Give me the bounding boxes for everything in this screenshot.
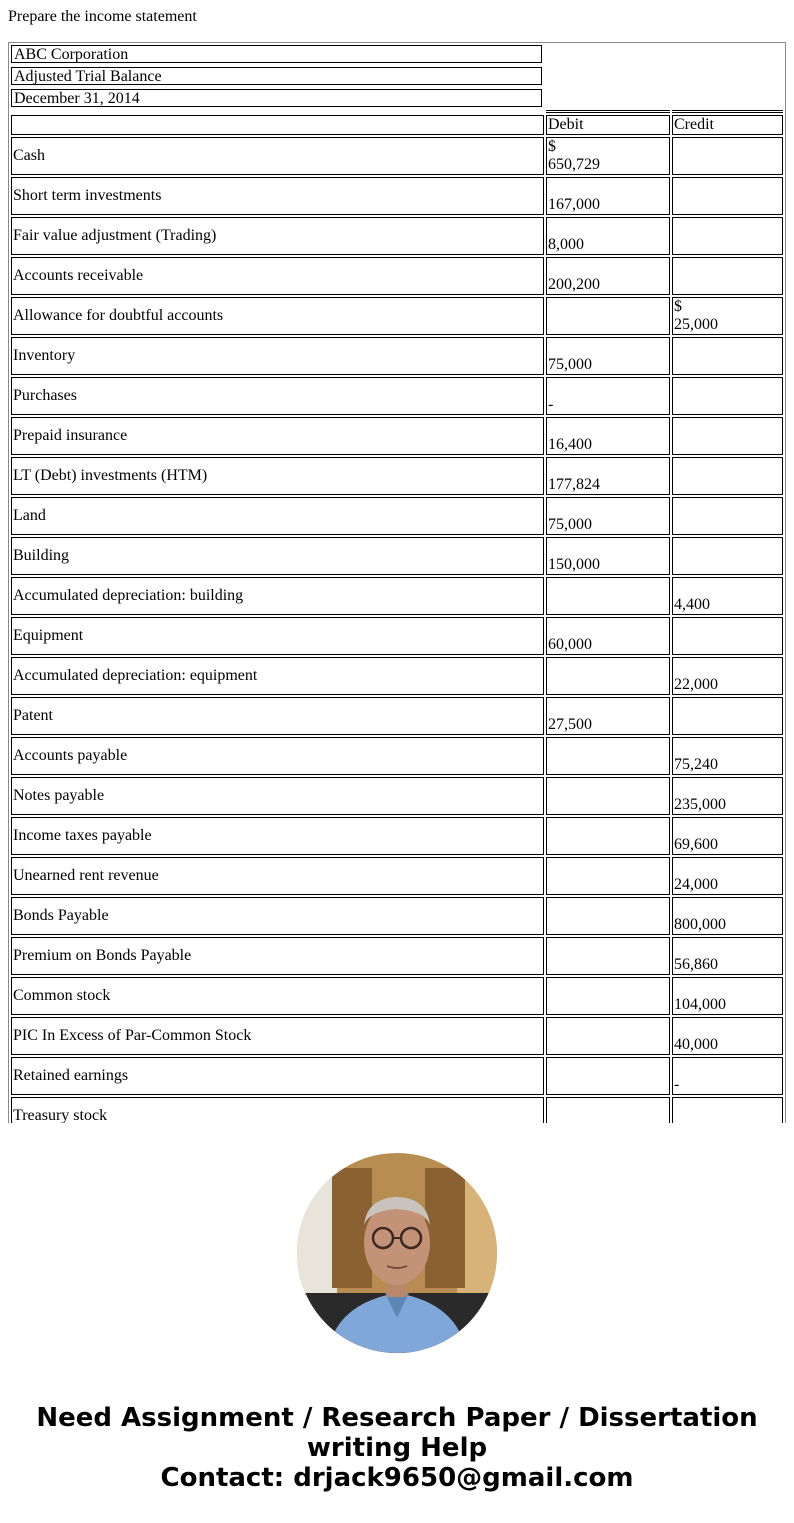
credit-amount [672, 1097, 783, 1123]
credit-value: - [674, 1076, 680, 1093]
account-name: Accumulated depreciation: equipment [11, 657, 544, 695]
account-name: Unearned rent revenue [11, 857, 544, 895]
debit-value: 75,000 [548, 516, 592, 533]
credit-amount [672, 657, 783, 695]
credit-amount [672, 737, 783, 775]
credit-value: 25,000 [674, 316, 718, 333]
credit-amount [672, 297, 783, 335]
debit-amount [546, 1097, 670, 1123]
credit-value: 75,240 [674, 756, 718, 773]
currency-symbol: $ [548, 138, 556, 155]
credit-amount [672, 697, 783, 735]
credit-amount [672, 1057, 783, 1095]
debit-amount [546, 537, 670, 575]
banner-contact: Contact: drjack9650@gmail.com [160, 1463, 634, 1493]
credit-amount [672, 537, 783, 575]
account-name: Treasury stock [11, 1097, 544, 1123]
debit-value: 177,824 [548, 476, 600, 493]
account-name: PIC In Excess of Par-Common Stock [11, 1017, 544, 1055]
account-name: Fair value adjustment (Trading) [11, 217, 544, 255]
debit-amount [546, 737, 670, 775]
debit-value: 75,000 [548, 356, 592, 373]
debit-amount [546, 417, 670, 455]
debit-value: 167,000 [548, 196, 600, 213]
debit-value: 650,729 [548, 156, 600, 173]
banner-line-2: writing Help [306, 1433, 488, 1463]
company-name: ABC Corporation [11, 45, 542, 63]
credit-amount [672, 137, 783, 175]
credit-value: 4,400 [674, 596, 710, 613]
column-header-debit: Debit [546, 115, 670, 135]
credit-amount [672, 257, 783, 295]
account-name: Notes payable [11, 777, 544, 815]
credit-value: 104,000 [674, 996, 726, 1013]
credit-amount [672, 817, 783, 855]
debit-amount [546, 217, 670, 255]
account-name: Accounts receivable [11, 257, 544, 295]
column-header-account [11, 115, 544, 135]
debit-amount [546, 577, 670, 615]
account-name: Short term investments [11, 177, 544, 215]
account-name: Land [11, 497, 544, 535]
credit-value: 69,600 [674, 836, 718, 853]
debit-amount [546, 657, 670, 695]
credit-amount [672, 497, 783, 535]
account-name: Inventory [11, 337, 544, 375]
credit-amount [672, 1017, 783, 1055]
credit-amount [672, 177, 783, 215]
instruction-text: Prepare the income statement [8, 8, 197, 25]
account-name: Cash [11, 137, 544, 175]
trial-balance-table [8, 42, 786, 1123]
account-name: Equipment [11, 617, 544, 655]
debit-value: 16,400 [548, 436, 592, 453]
debit-amount [546, 617, 670, 655]
debit-amount [546, 1017, 670, 1055]
credit-amount [672, 937, 783, 975]
account-name: Building [11, 537, 544, 575]
help-banner [0, 1403, 794, 1493]
debit-amount [546, 457, 670, 495]
debit-amount [546, 177, 670, 215]
debit-amount [546, 1057, 670, 1095]
credit-amount [672, 417, 783, 455]
debit-value: - [548, 396, 554, 413]
banner-line-1: Need Assignment / Research Paper / Dissertation [36, 1403, 758, 1433]
credit-value: 800,000 [674, 916, 726, 933]
credit-amount [672, 857, 783, 895]
account-name: Income taxes payable [11, 817, 544, 855]
person-photo-icon [297, 1153, 497, 1353]
debit-amount [546, 697, 670, 735]
credit-amount [672, 977, 783, 1015]
credit-amount [672, 337, 783, 375]
account-name: Retained earnings [11, 1057, 544, 1095]
debit-amount [546, 377, 670, 415]
double-rule [672, 110, 783, 113]
debit-amount [546, 257, 670, 295]
statement-title: Adjusted Trial Balance [11, 67, 542, 85]
credit-amount [672, 897, 783, 935]
credit-amount [672, 777, 783, 815]
account-name: Prepaid insurance [11, 417, 544, 455]
account-name: Accounts payable [11, 737, 544, 775]
credit-amount [672, 457, 783, 495]
debit-amount [546, 817, 670, 855]
credit-value: 24,000 [674, 876, 718, 893]
credit-value: 40,000 [674, 1036, 718, 1053]
account-name: LT (Debt) investments (HTM) [11, 457, 544, 495]
debit-amount [546, 337, 670, 375]
debit-value: 27,500 [548, 716, 592, 733]
account-name: Premium on Bonds Payable [11, 937, 544, 975]
debit-value: 8,000 [548, 236, 584, 253]
debit-value: 60,000 [548, 636, 592, 653]
credit-value: 235,000 [674, 796, 726, 813]
currency-symbol: $ [674, 298, 682, 315]
credit-amount [672, 617, 783, 655]
debit-amount [546, 897, 670, 935]
credit-amount [672, 377, 783, 415]
account-name: Bonds Payable [11, 897, 544, 935]
debit-amount [546, 937, 670, 975]
debit-amount [546, 297, 670, 335]
statement-date: December 31, 2014 [11, 89, 542, 107]
account-name: Common stock [11, 977, 544, 1015]
credit-value: 22,000 [674, 676, 718, 693]
debit-value: 150,000 [548, 556, 600, 573]
column-header-credit: Credit [672, 115, 783, 135]
double-rule [546, 110, 670, 113]
credit-amount [672, 217, 783, 255]
account-name: Patent [11, 697, 544, 735]
debit-amount [546, 137, 670, 175]
account-name: Accumulated depreciation: building [11, 577, 544, 615]
debit-amount [546, 857, 670, 895]
debit-amount [546, 497, 670, 535]
credit-amount [672, 577, 783, 615]
debit-amount [546, 977, 670, 1015]
credit-value: 56,860 [674, 956, 718, 973]
account-name: Purchases [11, 377, 544, 415]
debit-amount [546, 777, 670, 815]
account-name: Allowance for doubtful accounts [11, 297, 544, 335]
debit-value: 200,200 [548, 276, 600, 293]
